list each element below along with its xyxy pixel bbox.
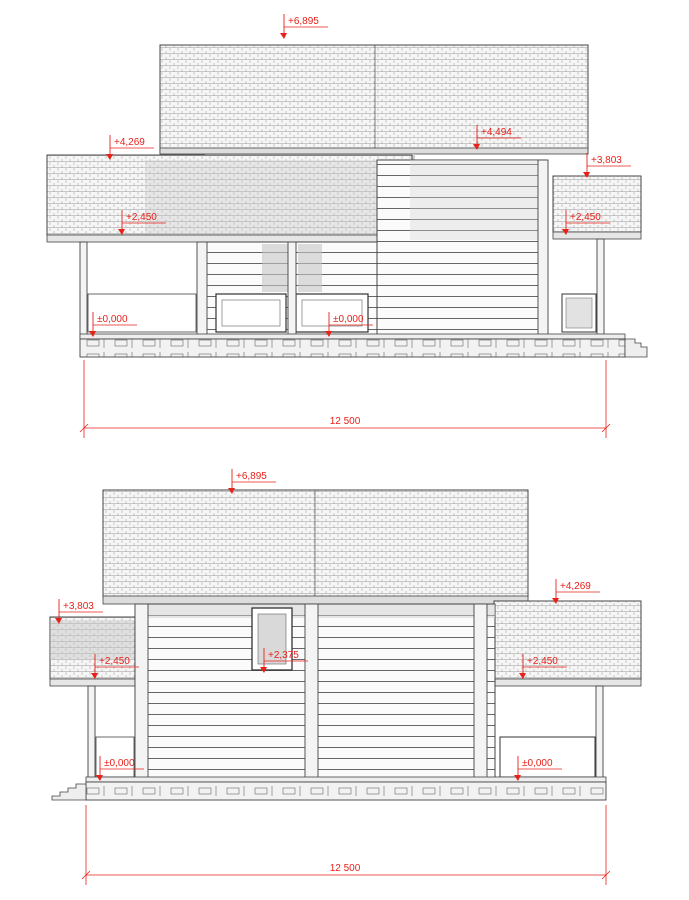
upper-roof	[160, 45, 588, 153]
dimension-label-bottom: 12 500	[329, 863, 361, 874]
upper-roof	[103, 490, 528, 598]
window-right	[500, 737, 595, 777]
level-mark-label: +4,269	[114, 137, 145, 148]
level-mark-label: ±0,000	[333, 314, 364, 325]
level-mark-label: ±0,000	[522, 758, 553, 769]
level-mark	[552, 579, 600, 604]
level-mark-label: +2,375	[268, 650, 299, 661]
level-mark-label: +3,803	[63, 601, 94, 612]
elevation-bottom	[50, 490, 641, 800]
level-mark-label: +2,450	[99, 656, 130, 667]
level-mark-label: +6,895	[236, 471, 267, 482]
dimension-label-top: 12 500	[329, 416, 361, 427]
level-mark-label: +2,450	[570, 212, 601, 223]
level-mark-label: ±0,000	[97, 314, 128, 325]
foundation	[80, 339, 625, 357]
right-lower-roof	[494, 601, 641, 679]
level-mark-label: +2,450	[126, 212, 157, 223]
level-mark	[280, 14, 328, 39]
level-mark-label: +4,269	[560, 581, 591, 592]
level-mark-label: +2,450	[527, 656, 558, 667]
level-mark-label: +6,895	[288, 16, 319, 27]
level-mark-label: ±0,000	[104, 758, 135, 769]
level-mark-label: +3,803	[591, 155, 622, 166]
foundation	[86, 782, 606, 800]
level-mark	[583, 153, 631, 178]
elevation-top	[47, 45, 647, 357]
level-mark-label: +4,494	[481, 127, 512, 138]
